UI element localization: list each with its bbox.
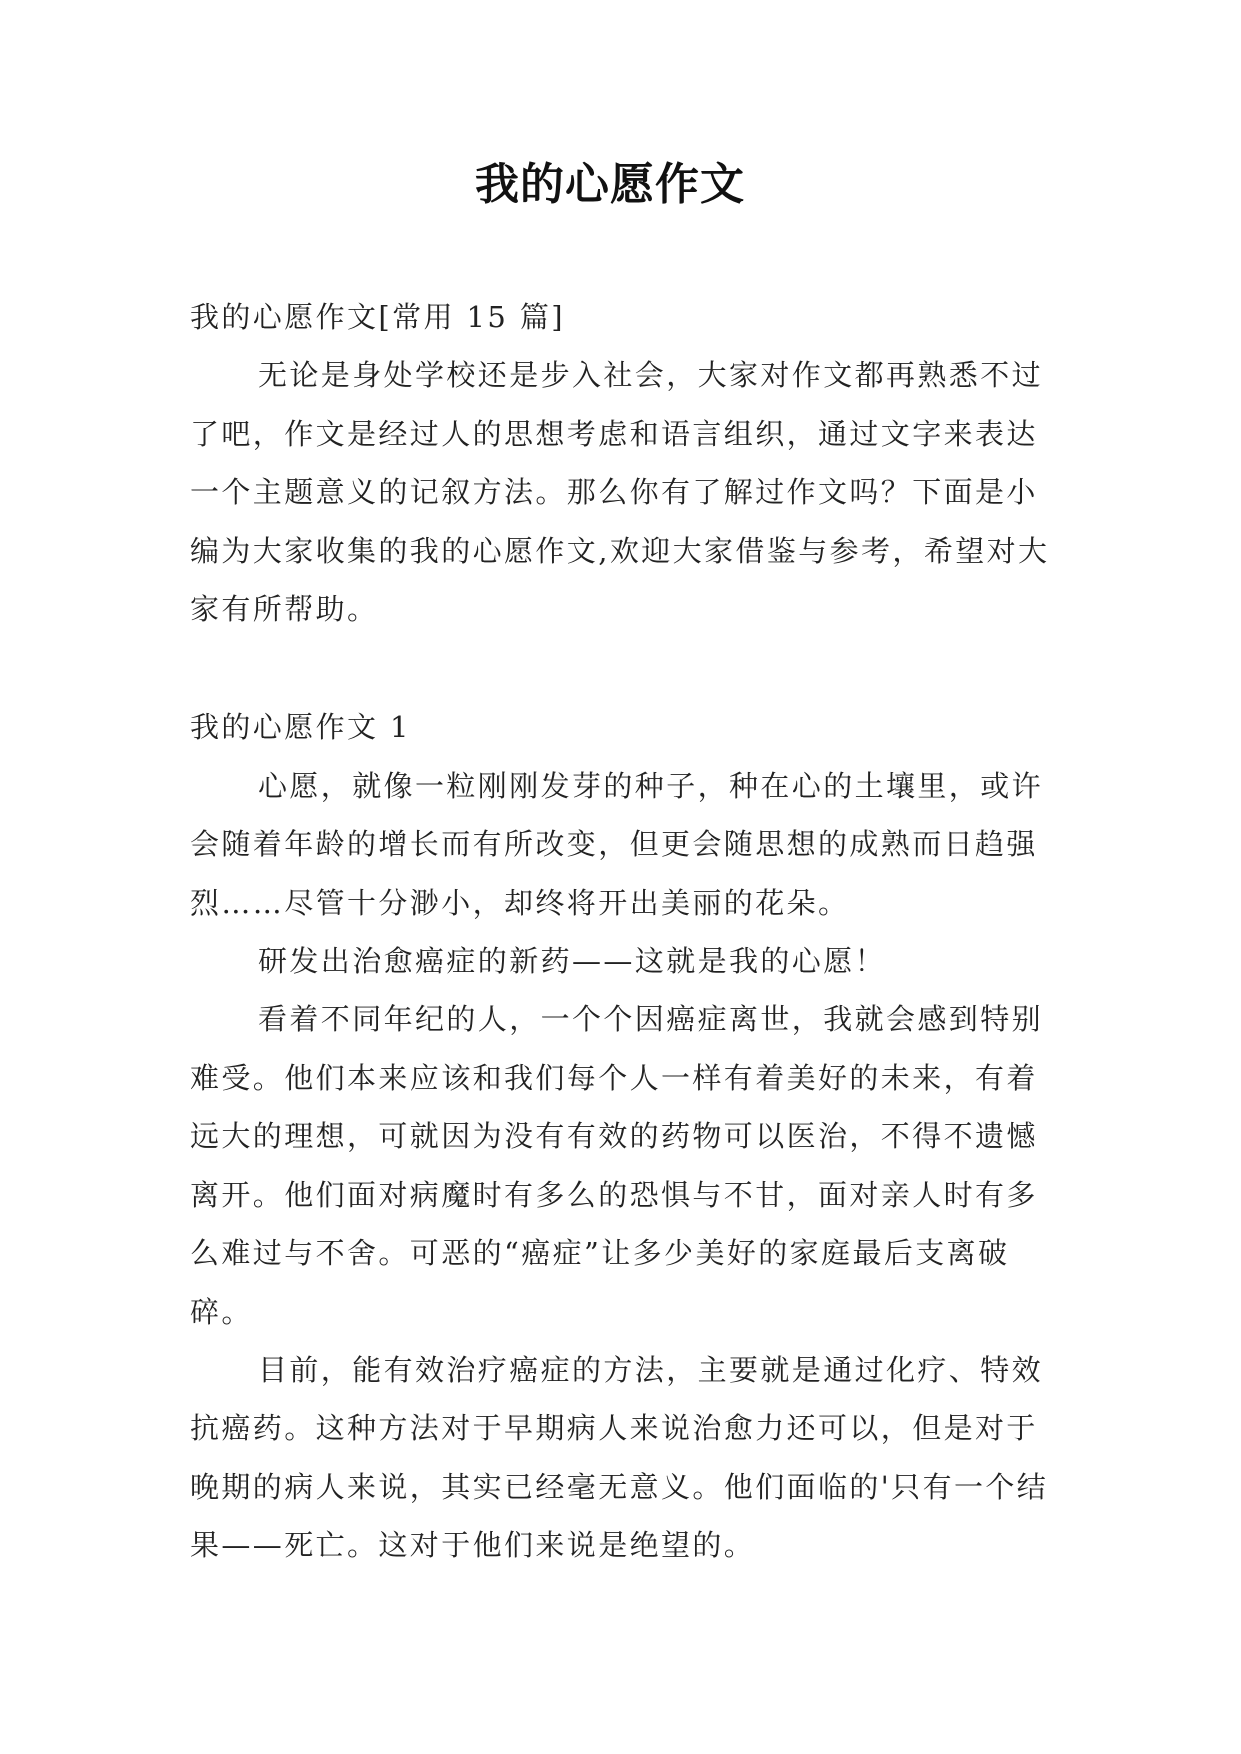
- section-heading: 我的心愿作文 1: [190, 710, 411, 745]
- body-paragraph-1: 心愿，就像一粒刚刚发芽的种子，种在心的土壤里，或许会随着年龄的增长而有所改变，但更会随思想的成熟而日趋强烈……尽管十分渺小，却终将开出美丽的花朵。: [190, 768, 1044, 920]
- intro-paragraph: 无论是身处学校还是步入社会，大家对作文都再熟悉不过了吧，作文是经过人的思想考虑和语言组织，通过文字来表达一个主题意义的记叙方法。那么你有了解过作文吗？下面是小编为大家收集的我的心愿作文,欢迎大家借鉴与参考，希望对大家有所帮助。: [190, 358, 1050, 627]
- document-title: 我的心愿作文: [475, 159, 745, 210]
- body-paragraph-4: 目前，能有效治疗癌症的方法，主要就是通过化疗、特效抗癌药。这种方法对于早期病人来说治愈力还可以，但是对于晚期的病人来说，其实已经毫无意义。他们面临的'只有一个结果——死亡。这对于他们来说是绝望的。: [190, 1352, 1049, 1563]
- document-page: [190, 0, 1060, 1575]
- section-spacer: [190, 638, 1060, 698]
- essay-section-1: [190, 698, 1060, 1574]
- body-paragraph-2: 研发出治愈癌症的新药——这就是我的心愿！: [258, 944, 887, 979]
- body-paragraph-3: 看着不同年纪的人，一个个因癌症离世，我就会感到特别难受。他们本来应该和我们每个人一样有着美好的未来，有着远大的理想，可就因为没有有效的药物可以医治，不得不遗憾离开。他们面对病魔时有多么的恐惧与不甘，面对亲人时有多么难过与不舍。可恶的“癌症”让多少美好的家庭最后支离破碎。: [190, 1002, 1044, 1329]
- document-subtitle: 我的心愿作文[常用 15 篇]: [190, 300, 565, 334]
- document-body: [190, 288, 1060, 1575]
